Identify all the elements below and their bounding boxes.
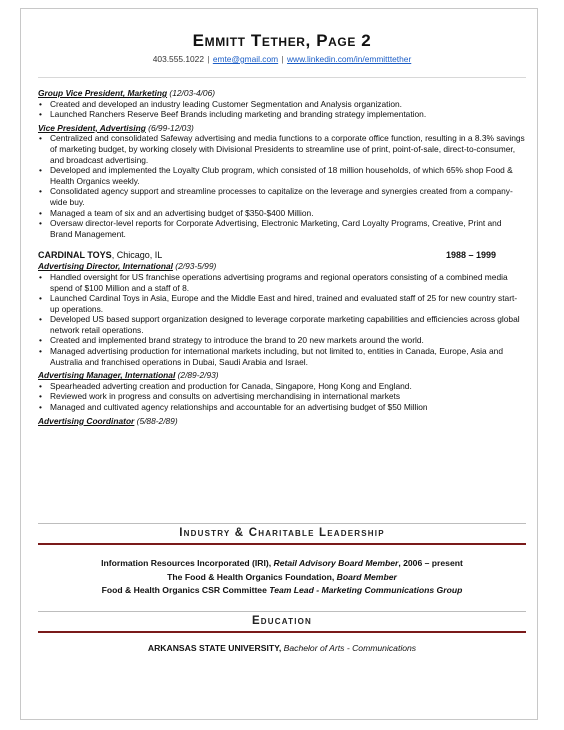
list-item: • Launched Cardinal Toys in Asia, Europe and the Middle East and hired, trained and evaluated staff of 25 for new country start-up operations. (38, 293, 526, 314)
leadership-entry (0, 571, 564, 585)
contact-line (0, 54, 564, 64)
education-section (0, 642, 564, 656)
company-years: 1988 – 1999 (445, 250, 496, 261)
role-dates: (12/03-4/06) (169, 88, 216, 98)
experience-section (38, 88, 526, 426)
role-title: Advertising Coordinator (38, 415, 135, 426)
email-link[interactable]: emte@gmail.com (212, 54, 279, 64)
company-location: , Chicago, IL (111, 250, 163, 261)
leadership-role: Team Lead - Marketing Communications Group (269, 585, 463, 595)
list-item: • Spearheaded adverting creation and production for Canada, Singapore, Hong Kong and England. (38, 381, 526, 392)
list-item: • Launched Ranchers Reserve Beef Brands including marketing and branding strategy implementation. (38, 109, 526, 120)
org-name: Information Resources Incorporated (IRI), (101, 558, 274, 568)
list-item: • Created and developed an industry leading Customer Segmentation and Analysis organization. (38, 99, 526, 110)
role-dates: (2/93-5/99) (175, 261, 217, 272)
section-rule-bottom (38, 543, 526, 545)
list-item: • Handled oversight for US franchise operations advertising programs and regional operators consisting of a combined media spend of $100 Million and a staff of 8. (38, 272, 526, 293)
role-heading (38, 261, 526, 272)
list-item: • Centralized and consolidated Safeway advertising and media functions to a corporate office function, resulting in a 8.3% savings of marketing budget, by working closely with Divisional Presidents to streamline use of print, point-of-sale, direct-to-consumer, and broadcast advertising. (38, 133, 526, 165)
degree-name: Bachelor of Arts - Communications (283, 643, 417, 653)
bullet-list (38, 99, 526, 120)
role-dates: (6/99-12/03) (148, 122, 194, 133)
org-name: The Food & Health Organics Foundation, (167, 571, 337, 582)
leadership-entry (0, 584, 564, 598)
list-item: • Managed advertising production for international markets including, but not limited to, entities in Canada, Europe, Asia and Australia and franchised operations in Dubai, Saudi Arabia and Israel. (38, 346, 526, 367)
section-rule-top (38, 611, 526, 612)
role-heading (38, 123, 526, 134)
role-title: Advertising Director, International (38, 261, 173, 272)
company-row (38, 250, 526, 261)
header-divider (38, 77, 526, 78)
leadership-role: Retail Advisory Board Member (273, 558, 399, 568)
list-item: • Consolidated agency support and streamline processes to capitalize on the leverage and synergies created from a company-wide buy. (38, 186, 526, 207)
list-item: • Managed and cultivated agency relationships and accountable for an advertising budget of $50 Million (38, 402, 526, 413)
list-item: • Created and implemented brand strategy to introduce the brand to 20 new markets around the world. (38, 335, 526, 346)
school-name: ARKANSAS STATE UNIVERSITY, (147, 643, 284, 653)
role-heading (38, 416, 526, 427)
company-name: CARDINAL TOYS (38, 250, 112, 261)
leadership-entry (0, 557, 564, 571)
education-heading: Education (251, 615, 313, 627)
role-title: Vice President, Advertising (38, 122, 146, 133)
role-dates: (5/88-2/89) (136, 415, 178, 426)
list-item: • Managed a team of six and an advertising budget of $350-$400 Million. (38, 208, 526, 219)
role-dates: (2/89-2/93) (177, 370, 219, 381)
bullet-list (38, 133, 526, 239)
contact-separator: | (281, 54, 284, 64)
phone-number: 403.555.1022 (152, 54, 204, 64)
leadership-heading: Industry & Charitable Leadership (179, 527, 385, 539)
leadership-section (0, 557, 564, 598)
section-rule-bottom (38, 631, 526, 633)
list-item: • Reviewed work in progress and consults on advertising merchandising in international markets (38, 391, 526, 402)
linkedin-link[interactable]: www.linkedin.com/in/emmitttether (286, 54, 412, 64)
bullet-list (38, 381, 526, 413)
contact-separator: | (207, 54, 210, 64)
org-name: Food & Health Organics CSR Committee (101, 585, 270, 595)
list-item: • Developed US based support organization designed to leverage corporate marketing capabilities and efficiencies across global network retail operations. (38, 314, 526, 335)
leadership-role: Board Member (336, 571, 397, 582)
role-heading (38, 370, 526, 381)
bullet-list (38, 272, 526, 367)
role-heading (38, 88, 526, 99)
role-title: Group Vice President, Marketing (38, 88, 168, 98)
list-item: • Developed and implemented the Loyalty Club program, which consisted of 18 million households, of which 65% shop Food & Health Organics weekly. (38, 165, 526, 186)
candidate-name: Emmitt Tether, Page 2 (192, 31, 372, 50)
leadership-dates: , 2006 – present (398, 558, 463, 568)
role-title: Advertising Manager, International (38, 370, 176, 381)
section-rule-top (38, 523, 526, 524)
resume-header (0, 32, 564, 64)
list-item: • Oversaw director-level reports for Corporate Advertising, Electronic Marketing, Card Loyalty Programs, Creative, Print and Brand Management. (38, 218, 526, 239)
